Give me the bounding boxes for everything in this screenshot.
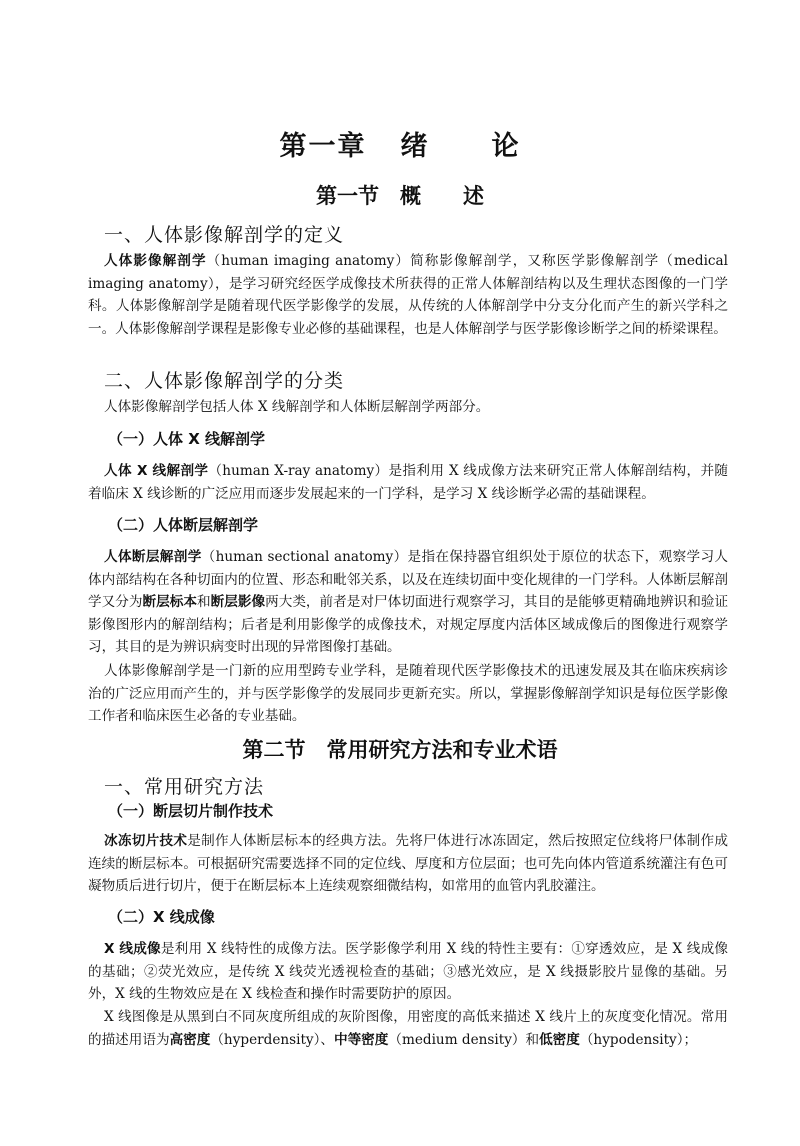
paragraph-sectional-text-2: 和 [196, 594, 211, 610]
paragraph-definition [88, 250, 728, 340]
paragraph-density-text-4: （hypodensity）； [579, 1031, 698, 1048]
paragraph-definition-text: （human imaging anatomy）简称影像解剖学，又称医学影像解剖学（medical imaging anatomy），是学习研究经医学成像技术所获得的正常人体解剖结构以及生理状态图像的一门学科。人体影像解剖学是随着现代医学影像学的发展，从传统的人体解剖学中分支分化而产生的新兴学科之一。人体影像解剖学课程是影像专业必修的基础课程，也是人体解剖学与医学影像诊断学之间的桥梁课程。 [88, 253, 729, 337]
paragraph-summary: 人体影像解剖学是一门新的应用型跨专业学科，是随着现代医学影像技术的迅速发展及其在临床疾病诊治的广泛应用而产生的，并与医学影像学的发展同步更新充实。所以，掌握影像解剖学知识是每位医学影像工作者和临床医生必备的专业基础。 [88, 663, 728, 724]
paragraph-xray-anatomy-text: （human X-ray anatomy）是指利用 X 线成像方法来研究正常人体解剖结构，并随着临床 X 线诊断的广泛应用而逐步发展起来的一门学科，是学习 X 线诊断学必需的基础课程。 [88, 463, 728, 502]
chapter-number: 第一章 [279, 131, 367, 162]
term-hypodensity: 低密度 [539, 1031, 580, 1048]
term-xray-anatomy: 人体 X 线解剖学 [104, 463, 209, 479]
chapter-word-2: 论 [491, 131, 521, 162]
paragraph-density-text-2: （hyperdensity）、 [210, 1031, 334, 1048]
section-2-title: 第二节 常用研究方法和专业术语 [242, 737, 558, 762]
term-frozen-section: 冰冻切片技术 [104, 833, 188, 849]
paragraph-sectional-text-1: （human sectional anatomy）是指在保持器官组织处于原位的状态下，观察学习人体内部结构在各种切面内的位置、形态和毗邻关系，以及在连续切面中变化规律的一门学科。人体断层解剖学又分为 [88, 549, 729, 610]
section-1-title: 第一节 概 述 [316, 183, 484, 208]
term-xray-imaging: X 线成像 [104, 941, 161, 957]
heading-classification: 二、人体影像解剖学的分类 [104, 370, 345, 392]
paragraph-density-text-1: X 线图像是从黑到白不同灰度所组成的灰阶图像，用密度的高低来描述 X 线片上的灰度变化情况。常用的描述用语为 [88, 1009, 728, 1048]
heading-xray-imaging: （二）X 线成像 [108, 908, 215, 926]
term-section-specimen: 断层标本 [142, 594, 197, 610]
term-imaging-anatomy: 人体影像解剖学 [104, 253, 207, 269]
paragraph-xray-imaging [88, 938, 728, 1006]
paragraph-frozen-section [88, 830, 728, 898]
term-medium-density: 中等密度 [333, 1031, 389, 1048]
heading-sectional-anatomy: （二）人体断层解剖学 [108, 516, 259, 534]
heading-xray-anatomy: （一）人体 X 线解剖学 [108, 430, 266, 448]
paragraph-xray-anatomy [88, 460, 728, 505]
paragraph-density-text-3: （medium density）和 [388, 1031, 540, 1048]
heading-research-methods: 一、常用研究方法 [104, 776, 265, 798]
term-section-image: 断层影像 [210, 594, 266, 610]
paragraph-classification: 人体影像解剖学包括人体 X 线解剖学和人体断层解剖学两部分。 [104, 399, 490, 415]
paragraph-xray-density [88, 1006, 728, 1051]
chapter-title [0, 124, 800, 163]
chapter-word-1: 绪 [400, 131, 430, 162]
heading-definition: 一、人体影像解剖学的定义 [104, 224, 345, 246]
term-sectional-anatomy: 人体断层解剖学 [104, 549, 202, 565]
paragraph-sectional-text-3: 两大类，前者是对尸体切面进行观察学习，其目的是能够更精确地辨识和验证影像图形内的解剖结构；后者是利用影像学的成像技术，对规定厚度内活体区域成像后的图像进行观察学习，其目的是为辨识病变时出现的异常图像打基础。 [88, 594, 729, 655]
paragraph-sectional-anatomy [88, 546, 728, 659]
term-hyperdensity: 高密度 [169, 1031, 211, 1048]
heading-section-technique: （一）断层切片制作技术 [108, 802, 274, 820]
paragraph-frozen-section-text: 是制作人体断层标本的经典方法。先将尸体进行冰冻固定，然后按照定位线将尸体制作成连续的断层标本。可根据研究需要选择不同的定位线、厚度和方位层面；也可先向体内管道系统灌注有色可凝物质后进行切片，便于在断层标本上连续观察细微结构，如常用的血管内乳胶灌注。 [88, 833, 729, 894]
paragraph-xray-imaging-text: 是利用 X 线特性的成像方法。医学影像学利用 X 线的特性主要有：①穿透效应，是 X 线成像的基础；②荧光效应，是传统 X 线荧光透视检查的基础；③感光效应，是 X 线摄影胶片显像的基础。另外，X 线的生物效应是在 X 线检查和操作时需要防护的原因。 [88, 941, 728, 1002]
